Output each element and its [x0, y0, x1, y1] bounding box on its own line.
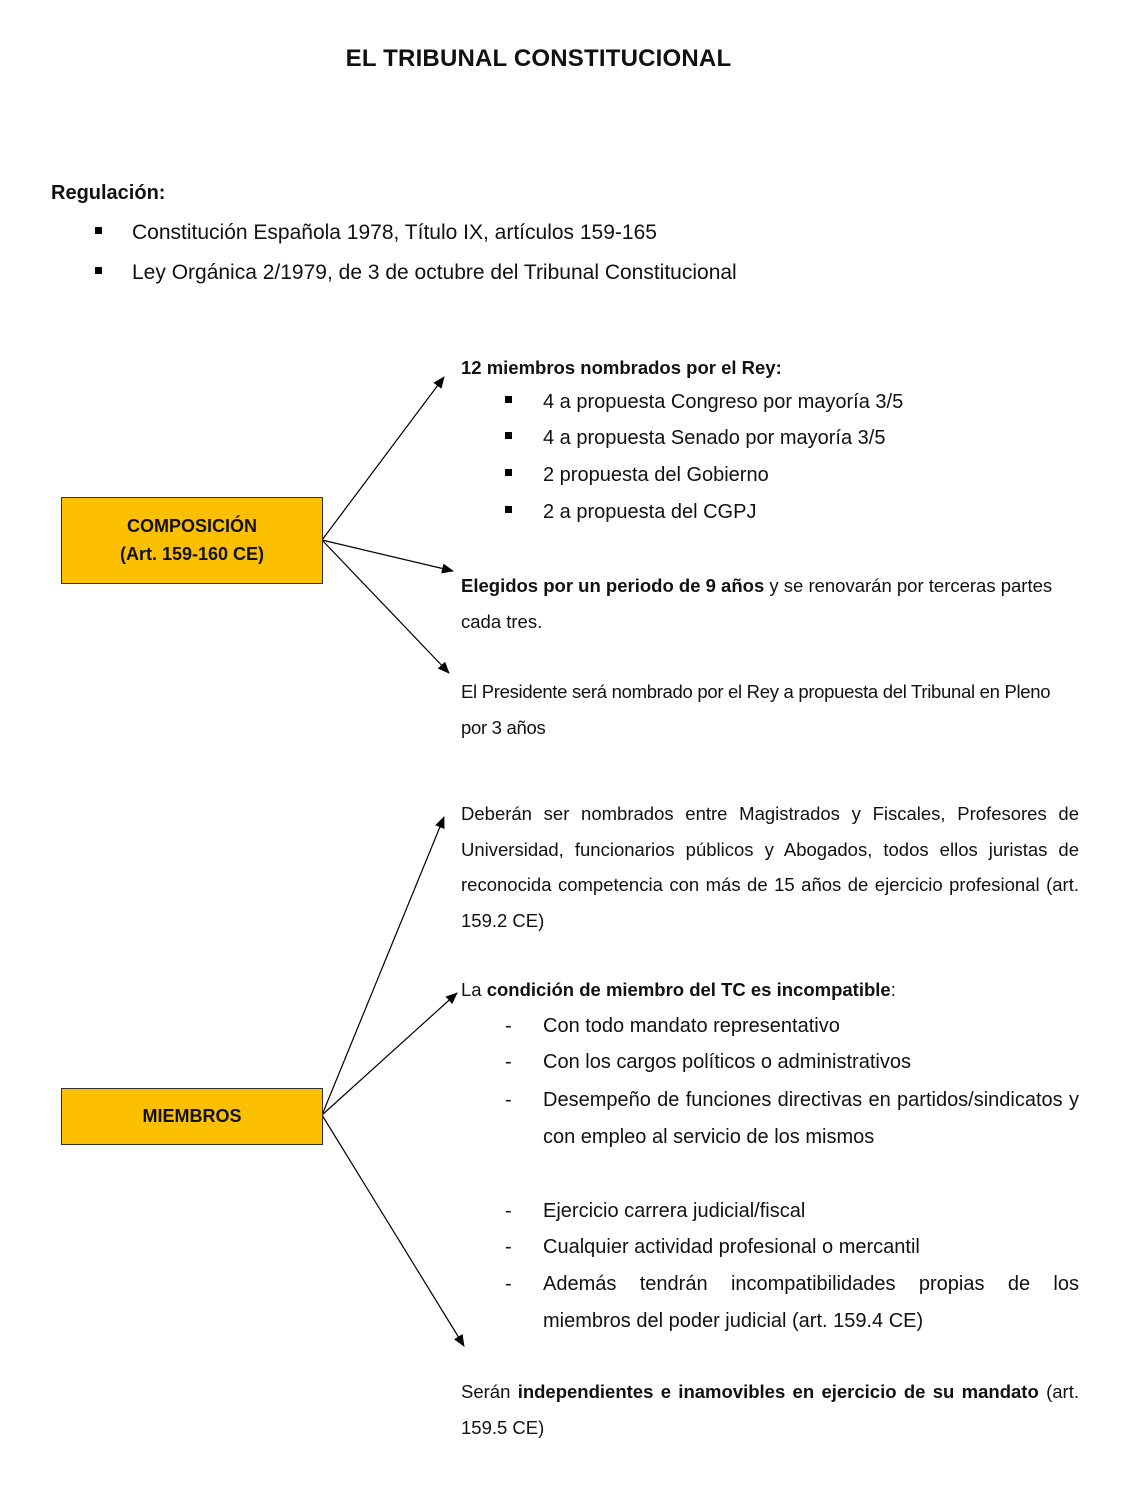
square-bullet-icon: [505, 432, 512, 439]
dash-bullet: -: [505, 1089, 512, 1111]
independientes-bold: independientes e inamovibles en ejercicio de su mandato: [517, 1381, 1039, 1402]
dash-bullet: -: [505, 1200, 512, 1222]
propuesta-item-text: 4 a propuesta Senado por mayoría 3/5: [543, 427, 886, 449]
incompatible-pre: La: [461, 979, 487, 1000]
square-bullet-icon: [505, 396, 512, 403]
dash-bullet: -: [505, 1015, 512, 1037]
incompatibilidad-text: Además tendrán incompatibilidades propias de los miembros del poder judicial (art. 159.4 CE): [543, 1273, 1079, 1332]
arrow-to-miembros-nombrados: [322, 377, 444, 540]
incompatibilidad-text: Cualquier actividad profesional o mercantil: [543, 1236, 920, 1258]
arrow-to-incompatible: [322, 993, 457, 1115]
periodo-rest: y se renovarán por terceras partes cada tres.: [461, 575, 1053, 632]
incompatible-bold: condición de miembro del TC es incompatible: [486, 979, 891, 1000]
arrow-to-independientes: [322, 1115, 464, 1346]
composicion-box-title: COMPOSICIÓN: [126, 515, 257, 536]
miembros-box: [61, 1088, 323, 1145]
propuesta-item: [505, 464, 769, 487]
regulacion-item-text: Ley Orgánica 2/1979, de 3 de octubre del Tribunal Constitucional: [132, 261, 737, 284]
dash-bullet: -: [505, 1273, 512, 1295]
square-bullet-icon: [505, 506, 512, 513]
independientes-pre: Serán: [461, 1381, 518, 1402]
independientes-paragraph: [461, 1374, 1079, 1445]
propuesta-item-text: 2 propuesta del Gobierno: [543, 464, 769, 486]
incompatible-heading: [461, 972, 1079, 1008]
incompatibilidad-text: Ejercicio carrera judicial/fiscal: [543, 1200, 806, 1222]
propuesta-item-text: 2 a propuesta del CGPJ: [543, 501, 757, 523]
composicion-box: [61, 497, 323, 584]
periodo-paragraph: [461, 568, 1079, 639]
regulacion-item-text: Constitución Española 1978, Título IX, artículos 159-165: [132, 221, 657, 244]
incompatible-post: :: [890, 979, 896, 1000]
arrow-to-presidente: [322, 540, 449, 673]
regulacion-heading: Regulación:: [51, 182, 166, 204]
dash-bullet: -: [505, 1051, 512, 1073]
presidente-paragraph: El Presidente será nombrado por el Rey a propuesta del Tribunal en Pleno por 3 años: [461, 681, 1051, 738]
arrow-to-nombramiento: [322, 817, 444, 1115]
arrow-to-periodo: [322, 540, 453, 571]
dash-bullet: -: [505, 1236, 512, 1258]
propuesta-item: [505, 391, 903, 414]
page-title: EL TRIBUNAL CONSTITUCIONAL: [345, 45, 732, 72]
incompatibilidad-text: Desempeño de funciones directivas en partidos/sindicatos y con empleo al servicio de los mismos: [543, 1089, 1079, 1148]
nombramiento-paragraph: Deberán ser nombrados entre Magistrados y Fiscales, Profesores de Universidad, funcionarios públicos y Abogados, todos ellos juristas de reconocida competencia con más de 15 años de ejercicio profesional (art. 159.2 CE): [461, 803, 1079, 931]
composicion-box-subtitle: (Art. 159-160 CE): [119, 543, 265, 564]
miembros-box-title: MIEMBROS: [142, 1105, 242, 1126]
propuesta-item: [505, 427, 885, 450]
square-bullet-icon: [505, 469, 512, 476]
incompatibilidad-text: Con los cargos políticos o administrativos: [543, 1051, 911, 1073]
miembros-nombrados-heading: 12 miembros nombrados por el Rey:: [461, 357, 782, 378]
independientes-post: (art. 159.5 CE): [461, 1381, 1079, 1438]
periodo-bold: Elegidos por un periodo de 9 años: [461, 575, 765, 596]
propuesta-item-text: 4 a propuesta Congreso por mayoría 3/5: [543, 391, 904, 413]
propuesta-item: [505, 501, 756, 524]
incompatibilidad-text: Con todo mandato representativo: [543, 1015, 840, 1037]
